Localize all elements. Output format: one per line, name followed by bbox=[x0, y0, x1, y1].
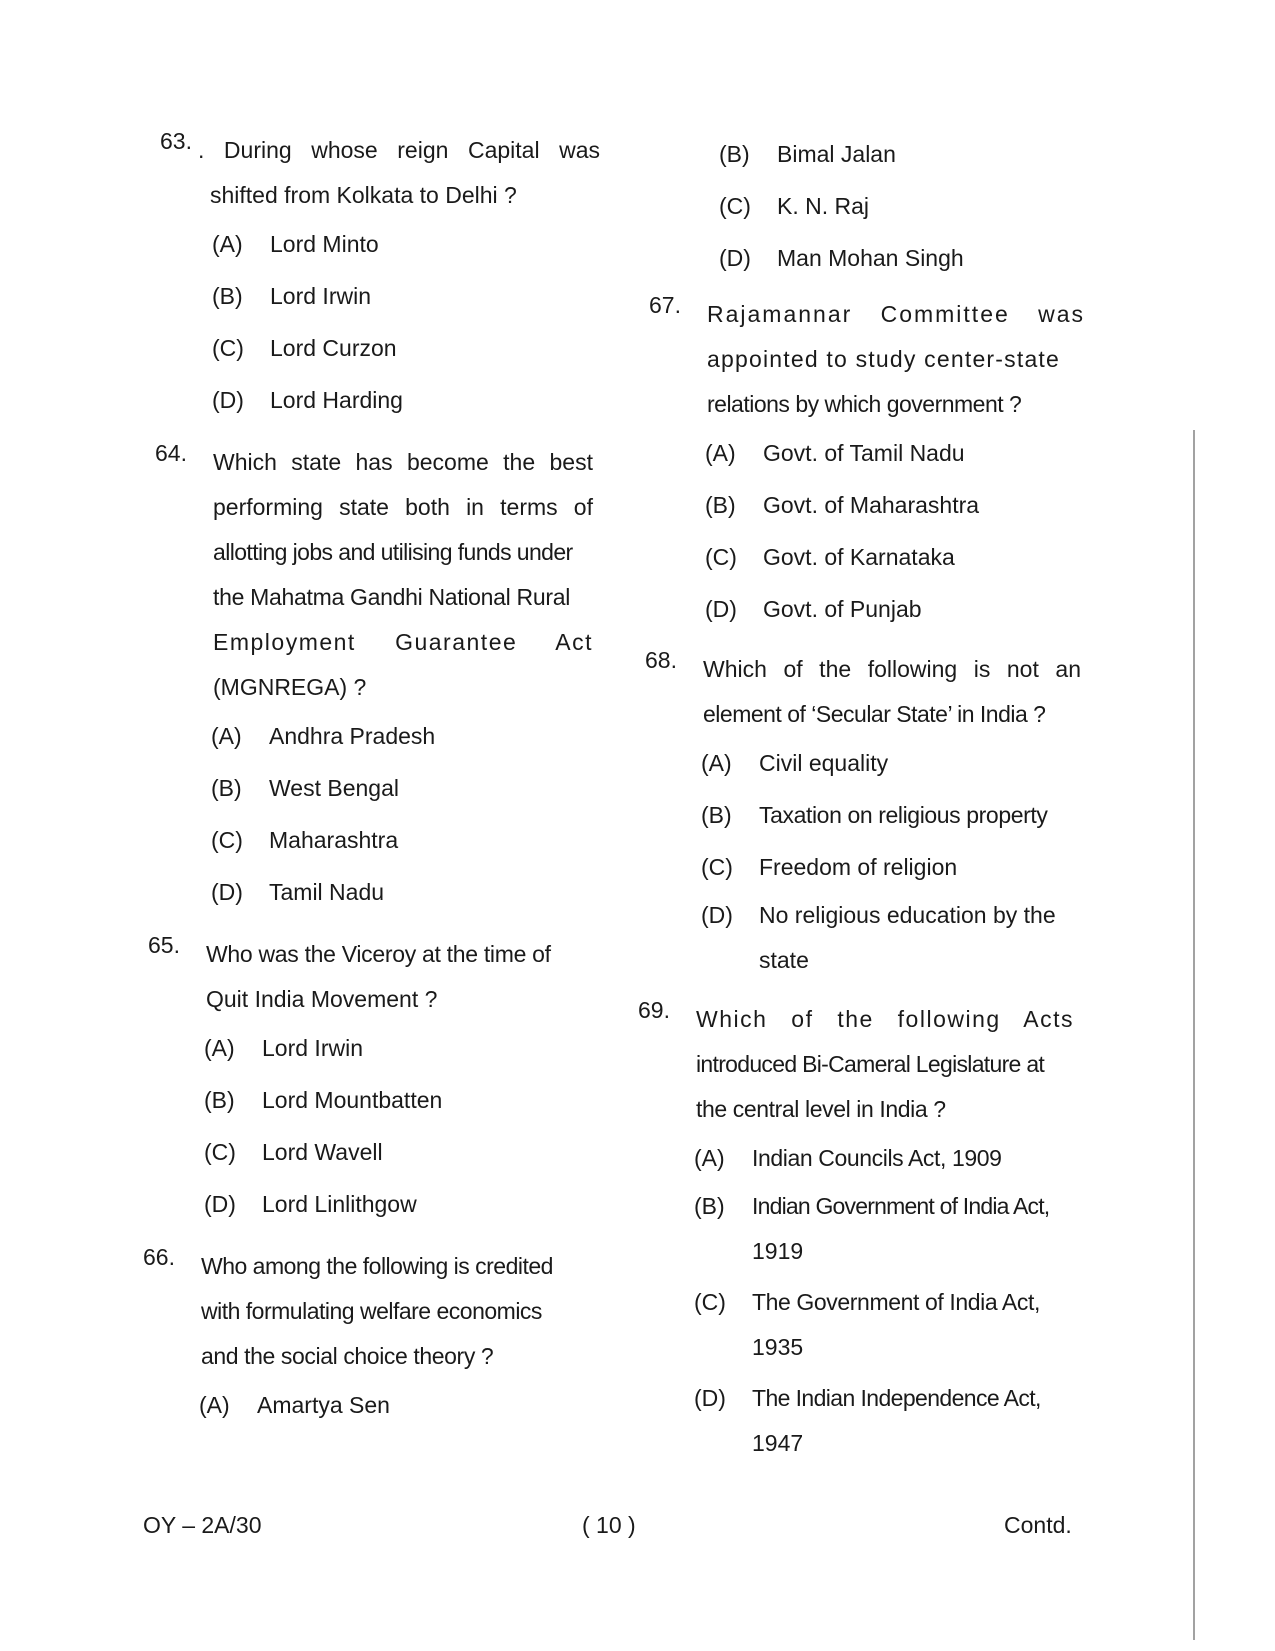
question-text-line: Which of the following is not an bbox=[703, 656, 1081, 682]
option-label: (B) bbox=[212, 283, 243, 309]
option-text: Lord Mountbatten bbox=[262, 1087, 443, 1113]
question-text-line: Rajamannar Committee was bbox=[707, 301, 1085, 327]
option-text: K. N. Raj bbox=[777, 193, 870, 219]
option-b[interactable] bbox=[705, 479, 1092, 531]
option-c[interactable] bbox=[694, 1280, 1092, 1325]
option-text: Indian Councils Act, 1909 bbox=[752, 1145, 1002, 1171]
option-c[interactable] bbox=[212, 322, 600, 374]
question-64 bbox=[155, 440, 600, 918]
option-label: (A) bbox=[211, 723, 242, 749]
question-69 bbox=[638, 997, 1092, 1466]
question-text-line: Which state has become the best bbox=[213, 449, 593, 475]
option-text: Lord Minto bbox=[270, 231, 379, 257]
option-c[interactable] bbox=[719, 180, 1092, 232]
option-label: (A) bbox=[705, 440, 736, 466]
question-text-line: Which of the following Acts bbox=[696, 1006, 1074, 1032]
right-column bbox=[638, 128, 1092, 1466]
scan-margin-line bbox=[1193, 430, 1195, 1640]
option-d[interactable] bbox=[204, 1178, 600, 1230]
option-label: (D) bbox=[701, 902, 733, 928]
option-text: Civil equality bbox=[759, 750, 889, 776]
question-number: 66. bbox=[143, 1244, 175, 1270]
question-text-line: appointed to study center-state bbox=[707, 346, 1061, 372]
option-text: Maharashtra bbox=[269, 827, 399, 853]
question-text-line: Who among the following is credited bbox=[201, 1253, 553, 1279]
question-text-line: . During whose reign Capital was bbox=[198, 137, 600, 163]
option-b[interactable] bbox=[212, 270, 600, 322]
option-label: (C) bbox=[694, 1289, 726, 1315]
question-text-line: Quit India Movement ? bbox=[206, 986, 438, 1012]
option-b-continued: 1919 bbox=[752, 1238, 804, 1264]
question-text-line: the central level in India ? bbox=[696, 1096, 946, 1122]
option-text: West Bengal bbox=[269, 775, 399, 801]
option-text: Lord Irwin bbox=[262, 1035, 363, 1061]
question-65 bbox=[148, 932, 600, 1230]
option-a[interactable] bbox=[694, 1132, 1092, 1184]
option-d[interactable] bbox=[719, 232, 1092, 284]
option-c[interactable] bbox=[204, 1126, 600, 1178]
question-text-line: the Mahatma Gandhi National Rural bbox=[213, 584, 571, 610]
option-d[interactable] bbox=[212, 374, 600, 426]
option-label: (D) bbox=[204, 1191, 236, 1217]
question-number: 67. bbox=[649, 292, 681, 318]
option-label: (C) bbox=[211, 827, 243, 853]
option-text: Indian Government of India Act, bbox=[752, 1193, 1050, 1219]
option-label: (A) bbox=[199, 1392, 230, 1418]
question-number: 63. bbox=[160, 128, 192, 154]
option-c[interactable] bbox=[211, 814, 600, 866]
option-label: (C) bbox=[212, 335, 244, 361]
question-text-line: element of ‘Secular State’ in India ? bbox=[703, 701, 1046, 727]
question-number: 68. bbox=[645, 647, 677, 673]
option-text: Tamil Nadu bbox=[269, 879, 385, 905]
option-label: (B) bbox=[211, 775, 242, 801]
option-c[interactable] bbox=[705, 531, 1092, 583]
option-a[interactable] bbox=[212, 218, 600, 270]
question-text-line: introduced Bi-Cameral Legislature at bbox=[696, 1051, 1045, 1077]
option-label: (D) bbox=[211, 879, 243, 905]
question-63 bbox=[160, 128, 600, 426]
question-text-line: Who was the Viceroy at the time of bbox=[206, 941, 551, 967]
question-text-line: Employment Guarantee Act bbox=[213, 629, 593, 655]
option-b[interactable] bbox=[204, 1074, 600, 1126]
option-label: (D) bbox=[719, 245, 751, 271]
option-label: (B) bbox=[204, 1087, 235, 1113]
option-text: Govt. of Tamil Nadu bbox=[763, 440, 965, 466]
option-text: Lord Wavell bbox=[262, 1139, 383, 1165]
option-d[interactable] bbox=[211, 866, 600, 918]
question-text-line: (MGNREGA) ? bbox=[213, 674, 367, 700]
option-label: (C) bbox=[701, 854, 733, 880]
paper-code: OY – 2A/30 bbox=[143, 1512, 262, 1538]
continued-label: Contd. bbox=[1004, 1512, 1072, 1538]
option-d-continued: 1947 bbox=[752, 1430, 804, 1456]
option-text: Govt. of Karnataka bbox=[763, 544, 955, 570]
question-text-line: allotting jobs and utilising funds under bbox=[213, 539, 573, 565]
question-number: 69. bbox=[638, 997, 670, 1023]
option-label: (C) bbox=[705, 544, 737, 570]
question-66-continued bbox=[719, 128, 1092, 284]
option-text: No religious education by the bbox=[759, 902, 1056, 928]
page-number: ( 10 ) bbox=[582, 1512, 636, 1538]
question-text-line: with formulating welfare economics bbox=[201, 1298, 542, 1324]
option-d[interactable] bbox=[694, 1376, 1092, 1421]
option-label: (A) bbox=[701, 750, 732, 776]
question-text-line: and the social choice theory ? bbox=[201, 1343, 494, 1369]
option-b[interactable] bbox=[701, 789, 1092, 841]
option-label: (B) bbox=[719, 141, 750, 167]
option-label: (B) bbox=[705, 492, 736, 518]
option-a[interactable] bbox=[204, 1022, 600, 1074]
option-text: Bimal Jalan bbox=[777, 141, 896, 167]
option-a[interactable] bbox=[199, 1379, 600, 1431]
option-c[interactable] bbox=[701, 841, 1092, 893]
option-label: (C) bbox=[204, 1139, 236, 1165]
left-column bbox=[143, 128, 600, 1431]
question-text-line: shifted from Kolkata to Delhi ? bbox=[210, 182, 517, 208]
option-text: Andhra Pradesh bbox=[269, 723, 436, 749]
question-number: 65. bbox=[148, 932, 180, 958]
option-label: (D) bbox=[694, 1385, 726, 1411]
option-b[interactable] bbox=[211, 762, 600, 814]
option-text: Freedom of religion bbox=[759, 854, 958, 880]
option-text: Govt. of Maharashtra bbox=[763, 492, 980, 518]
question-67 bbox=[649, 292, 1092, 635]
option-c-continued: 1935 bbox=[752, 1334, 804, 1360]
option-label: (B) bbox=[701, 802, 732, 828]
option-text: Taxation on religious property bbox=[759, 802, 1048, 828]
option-d[interactable] bbox=[705, 583, 1092, 635]
option-d[interactable] bbox=[701, 893, 1092, 938]
option-label: (A) bbox=[204, 1035, 235, 1061]
option-text: Lord Harding bbox=[270, 387, 403, 413]
option-text: Lord Curzon bbox=[270, 335, 397, 361]
option-text: Lord Irwin bbox=[270, 283, 371, 309]
question-68 bbox=[645, 647, 1092, 983]
question-number: 64. bbox=[155, 440, 187, 466]
option-text: Amartya Sen bbox=[257, 1392, 390, 1418]
option-label: (A) bbox=[212, 231, 243, 257]
option-label: (B) bbox=[694, 1193, 725, 1219]
question-text-line: performing state both in terms of bbox=[213, 494, 593, 520]
option-d-continued: state bbox=[759, 947, 809, 973]
question-66 bbox=[143, 1244, 600, 1431]
question-text-line: relations by which government ? bbox=[707, 391, 1022, 417]
option-label: (C) bbox=[719, 193, 751, 219]
option-text: The Government of India Act, bbox=[752, 1289, 1040, 1315]
option-text: The Indian Independence Act, bbox=[752, 1385, 1041, 1411]
option-a[interactable] bbox=[701, 737, 1092, 789]
option-a[interactable] bbox=[211, 710, 600, 762]
option-label: (D) bbox=[212, 387, 244, 413]
option-text: Lord Linlithgow bbox=[262, 1191, 417, 1217]
option-b[interactable] bbox=[694, 1184, 1092, 1229]
option-b[interactable] bbox=[719, 128, 1092, 180]
option-text: Man Mohan Singh bbox=[777, 245, 964, 271]
option-label: (A) bbox=[694, 1145, 725, 1171]
option-a[interactable] bbox=[705, 427, 1092, 479]
option-label: (D) bbox=[705, 596, 737, 622]
option-text: Govt. of Punjab bbox=[763, 596, 922, 622]
